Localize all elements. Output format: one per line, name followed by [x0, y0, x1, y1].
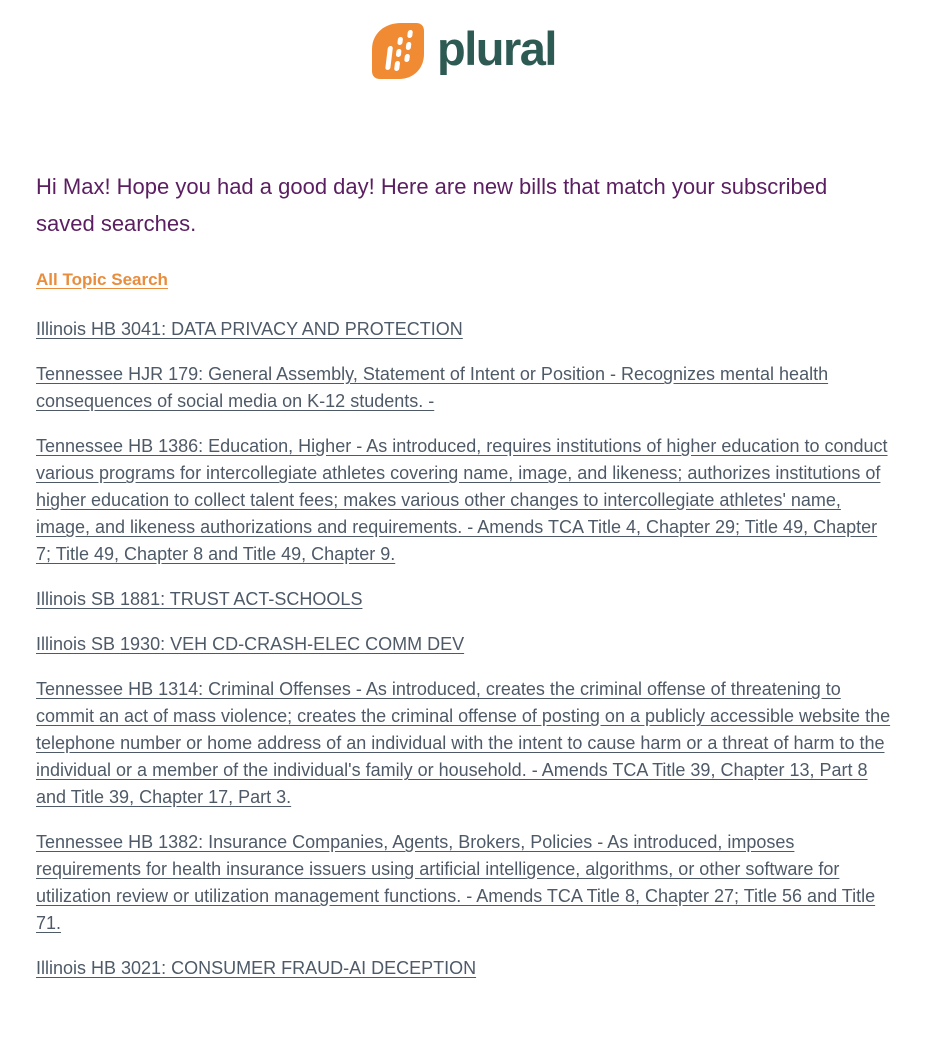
bill-item — [36, 829, 891, 937]
bill-link-il-hb-3041[interactable]: Illinois HB 3041: DATA PRIVACY AND PROTECTION — [36, 319, 463, 339]
bill-link-il-sb-1881[interactable]: Illinois SB 1881: TRUST ACT-SCHOOLS — [36, 589, 363, 609]
bill-list — [36, 316, 891, 982]
bill-link-il-sb-1930[interactable]: Illinois SB 1930: VEH CD-CRASH-ELEC COMM DEV — [36, 634, 465, 654]
bill-link-tn-hb-1386[interactable]: Tennessee HB 1386: Education, Higher - As introduced, requires institutions of higher education to conduct various programs for intercollegiate athletes covering name, image, and likeness; authorizes institutions of higher education to collect talent fees; makes various other changes to intercollegiate athletes' name, image, and likeness authorizations and requirements. - Amends TCA Title 4, Chapter 29; Title 49, Chapter 7; Title 49, Chapter 8 and Title 49, Chapter 9. — [36, 436, 888, 564]
bill-link-tn-hb-1382[interactable]: Tennessee HB 1382: Insurance Companies, Agents, Brokers, Policies - As introduced, imposes requirements for health insurance issuers using artificial intelligence, algorithms, or other software for utilization review or utilization management functions. - Amends TCA Title 8, Chapter 27; Title 56 and Title 71. — [36, 832, 876, 933]
bill-item — [36, 631, 891, 658]
saved-search-section — [36, 270, 891, 290]
plural-wordmark: plural — [437, 21, 556, 75]
bill-link-il-hb-3021[interactable]: Illinois HB 3021: CONSUMER FRAUD-AI DECEPTION — [36, 958, 477, 978]
bill-item — [36, 316, 891, 343]
bill-item — [36, 433, 891, 568]
plural-logo — [36, 22, 891, 80]
plural-leaf-icon — [371, 22, 425, 80]
bill-item — [36, 676, 891, 811]
bill-item — [36, 361, 891, 415]
bill-item — [36, 955, 891, 982]
bill-item — [36, 586, 891, 613]
saved-search-link[interactable]: All Topic Search — [36, 270, 168, 289]
bill-link-tn-hjr-179[interactable]: Tennessee HJR 179: General Assembly, Statement of Intent or Position - Recognizes mental health consequences of social media on K-12 students. - — [36, 364, 829, 411]
bill-link-tn-hb-1314[interactable]: Tennessee HB 1314: Criminal Offenses - As introduced, creates the criminal offense of threatening to commit an act of mass violence; creates the criminal offense of posting on a publicly accessible website the telephone number or home address of an individual with the intent to cause harm or a threat of harm to the individual or a member of the individual's family or household. - Amends TCA Title 39, Chapter 13, Part 8 and Title 39, Chapter 17, Part 3. — [36, 679, 891, 807]
greeting-text: Hi Max! Hope you had a good day! Here are new bills that match your subscribed saved searches. — [36, 174, 828, 236]
